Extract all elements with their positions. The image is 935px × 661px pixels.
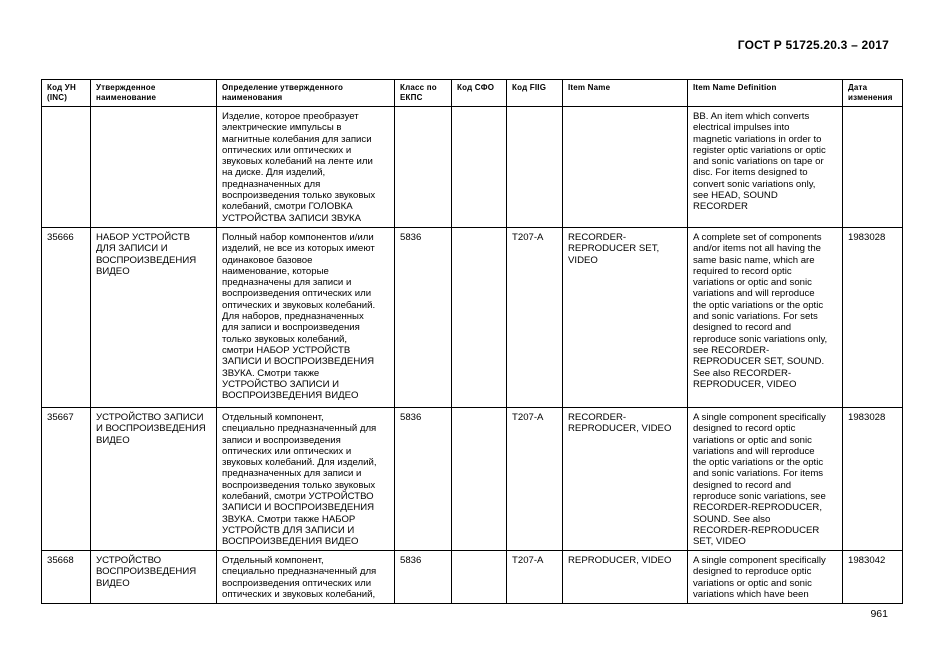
table-row (42, 408, 903, 551)
table-row (42, 551, 903, 604)
cell-item-name: RECORDER- REPRODUCER SET, VIDEO (563, 228, 688, 408)
cell-item-definition: A complete set of components and/or items not all having the same basic name, which are required to record optic variations or optic and sonic variations and will reproduce the optic variations or the optic and sonic variations. For sets designed to record and reproduce sonic variations only, see RECORDER- REPRODUCER SET, SOUND. See also RECORDER- REPRODUCER, VIDEO (688, 228, 843, 408)
cell-sfo-code (452, 228, 507, 408)
cell-item-name: REPRODUCER, VIDEO (563, 551, 688, 604)
cell-inc-code: 35667 (42, 408, 91, 551)
cell-sfo-code (452, 551, 507, 604)
cell-item-definition: A single component specifically designed to reproduce optic variations or optic and sonic variations which have been (688, 551, 843, 604)
cell-change-date: 1983028 (843, 228, 903, 408)
cell-ekps-class: 5836 (395, 408, 452, 551)
cell-fiig-code (507, 107, 563, 228)
cell-change-date (843, 107, 903, 228)
table-header-row (42, 80, 903, 107)
cell-fiig-code: T207-A (507, 551, 563, 604)
cell-definition: Изделие, которое преобразует электрические импульсы в магнитные колебания для записи оптических или оптических и звуковых колебаний на ленте или на диске. Для изделий, предназначенных для воспроизведения только звуковых колебаний, смотри ГОЛОВКА УСТРОЙСТВА ЗАПИСИ ЗВУКА (217, 107, 395, 228)
cell-approved-name (91, 107, 217, 228)
table-row (42, 107, 903, 228)
page-number: 961 (870, 608, 888, 620)
column-header-approved-name: Утвержденное наименование (91, 80, 217, 107)
cell-approved-name: УСТРОЙСТВО ВОСПРОИЗВЕДЕНИЯ ВИДЕО (91, 551, 217, 604)
cell-ekps-class: 5836 (395, 228, 452, 408)
document-title: ГОСТ Р 51725.20.3 – 2017 (737, 38, 889, 52)
cell-item-definition: BB. An item which converts electrical impulses into magnetic variations in order to register optic variations or optic and sonic variations on tape or disc. For items designed to convert sonic variations only, see HEAD, SOUND RECORDER (688, 107, 843, 228)
cell-sfo-code (452, 408, 507, 551)
cell-inc-code (42, 107, 91, 228)
items-table (41, 79, 903, 604)
cell-definition: Отдельный компонент, специально предназначенный для воспроизведения оптических или оптических и звуковых колебаний, (217, 551, 395, 604)
column-header-item-name-definition: Item Name Definition (688, 80, 843, 107)
cell-item-name: RECORDER- REPRODUCER, VIDEO (563, 408, 688, 551)
column-header-fiig-code: Код FIIG (507, 80, 563, 107)
cell-definition: Полный набор компонентов и/или изделий, не все из которых имеют одинаковое базовое наименование, которые предназначены для записи и воспроизведения оптических или оптических и звуковых колебаний. Для наборов, предназначенных для записи и воспроизведения только звуковых колебаний, смотри НАБОР УСТРОЙСТВ ЗАПИСИ И ВОСПРОИЗВЕДЕНИЯ ЗВУКА. Смотри также УСТРОЙСТВО ЗАПИСИ И ВОСПРОИЗВЕДЕНИЯ ВИДЕО (217, 228, 395, 408)
cell-definition: Отдельный компонент, специально предназначенный для записи и воспроизведения оптических или оптических и звуковых колебаний. Для изделий, предназначенных для записи и воспроизведения только звуковых колебаний, смотри УСТРОЙСТВО ЗАПИСИ И ВОСПРОИЗВЕДЕНИЯ ЗВУКА. Смотри также НАБОР УСТРОЙСТВ ДЛЯ ЗАПИСИ И ВОСПРОИЗВЕДЕНИЯ ВИДЕО (217, 408, 395, 551)
cell-inc-code: 35668 (42, 551, 91, 604)
table-row (42, 228, 903, 408)
column-header-item-name: Item Name (563, 80, 688, 107)
cell-sfo-code (452, 107, 507, 228)
cell-inc-code: 35666 (42, 228, 91, 408)
cell-change-date: 1983028 (843, 408, 903, 551)
column-header-inc-code: Код УН (INC) (42, 80, 91, 107)
cell-fiig-code: T207-A (507, 228, 563, 408)
cell-item-name (563, 107, 688, 228)
column-header-ekps-class: Класс по ЕКПС (395, 80, 452, 107)
cell-fiig-code: T207-A (507, 408, 563, 551)
cell-ekps-class (395, 107, 452, 228)
cell-approved-name: УСТРОЙСТВО ЗАПИСИ И ВОСПРОИЗВЕДЕНИЯ ВИДЕО (91, 408, 217, 551)
column-header-change-date: Дата изменения (843, 80, 903, 107)
cell-change-date: 1983042 (843, 551, 903, 604)
column-header-sfo-code: Код СФО (452, 80, 507, 107)
cell-ekps-class: 5836 (395, 551, 452, 604)
cell-item-definition: A single component specifically designed to record optic variations or optic and sonic variations and will reproduce the optic variations or the optic and sonic variations. For items designed to record and reproduce sonic variations, see RECORDER-REPRODUCER, SOUND. See also RECORDER-REPRODUCER SET, VIDEO (688, 408, 843, 551)
column-header-name-definition: Определение утвержденного наименования (217, 80, 395, 107)
cell-approved-name: НАБОР УСТРОЙСТВ ДЛЯ ЗАПИСИ И ВОСПРОИЗВЕДЕНИЯ ВИДЕО (91, 228, 217, 408)
